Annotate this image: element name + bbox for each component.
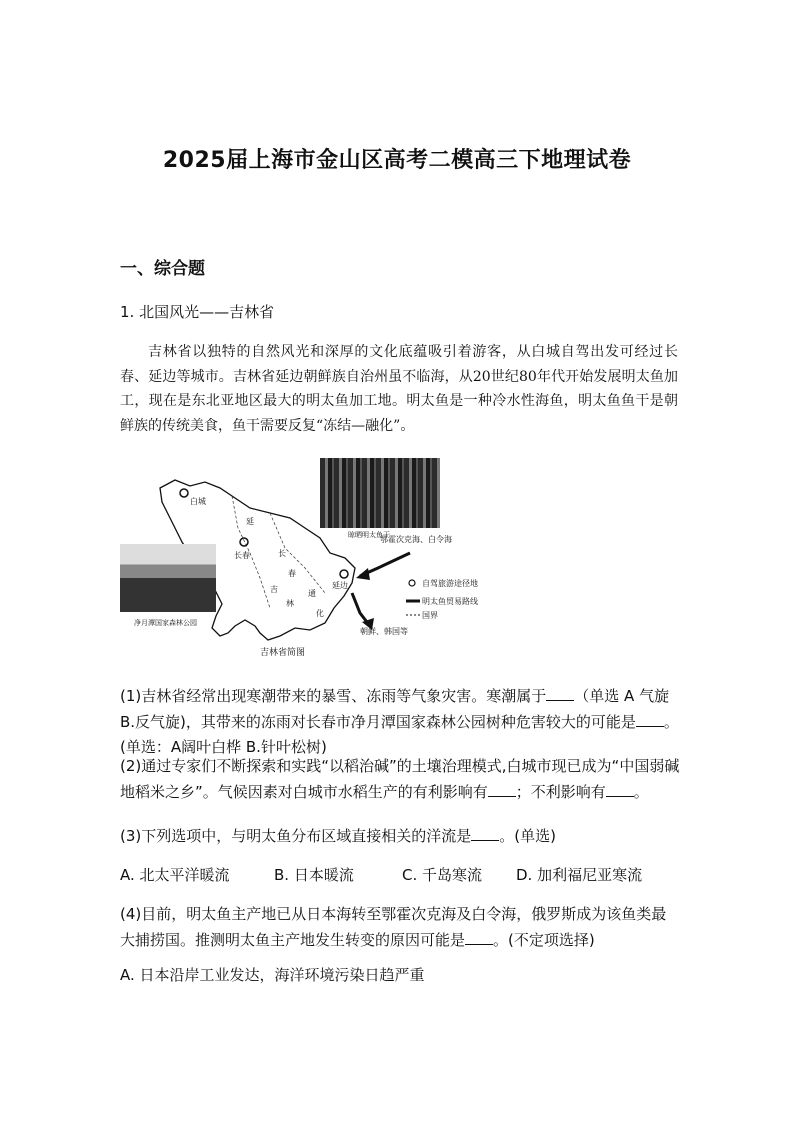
sub-question-4-option-a[interactable]: A. 日本沿岸工业发达，海洋环境污染日趋严重 [120, 966, 425, 984]
sub-question-1-text-b: （单选 A 气旋 B.反气旋)，其带来的冻雨对长春市净月潭国家森林公园树种危害较大的可能是 [120, 687, 670, 731]
section-heading: 一、综合题 [120, 259, 205, 279]
photo-fish-caption: 晾晒明太鱼干 [348, 531, 390, 539]
label-changchun: 长春 [234, 551, 250, 560]
answer-blank-1b[interactable] [636, 712, 664, 727]
city-mark: 长 [278, 549, 286, 558]
jilin-map-figure [120, 458, 500, 658]
city-mark: 春 [288, 569, 296, 578]
pin-yanbian [340, 570, 348, 578]
option-c[interactable]: C. 千岛寒流 [402, 866, 483, 884]
sub-question-3-options [120, 864, 642, 885]
answer-blank-3[interactable] [471, 826, 499, 841]
sub-question-2-text-b: ；不利影响有 [515, 782, 606, 801]
answer-blank-4[interactable] [465, 930, 493, 945]
sub-question-2 [120, 754, 680, 805]
label-yanbian: 延边 [332, 581, 348, 590]
photo-lake-caption: 净月潭国家森林公园 [134, 619, 197, 627]
pin-baicheng [180, 489, 188, 497]
city-mark: 通 [308, 589, 316, 598]
answer-blank-1a[interactable] [546, 686, 574, 701]
city-mark: 化 [316, 609, 324, 618]
sub-question-1-text-a: (1)吉林省经常出现寒潮带来的暴雪、冻雨等气象灾害。寒潮属于 [120, 687, 547, 705]
legend-border: 国界 [422, 611, 438, 620]
answer-blank-2b[interactable] [606, 782, 634, 797]
city-mark: 吉 [270, 585, 278, 594]
sub-question-3 [120, 824, 680, 850]
sub-question-4-text-a: (4)目前，明太鱼主产地已从日本海转至鄂霍次克海及白令海，俄罗斯成为该鱼类最大捕捞国。推测明太鱼主产地发生转变的原因可能是 [120, 905, 667, 949]
photo-fish-drying [320, 458, 440, 528]
sub-question-3-text-b: 。(单选) [499, 827, 556, 845]
sub-question-4-text-b: 。(不定项选择) [493, 930, 595, 949]
sub-question-4 [120, 902, 680, 953]
map-caption: 吉林省简图 [260, 648, 306, 658]
sub-question-2-text-c: 。 [633, 782, 649, 801]
document-title: 2025届上海市金山区高考二模高三下地理试卷 [162, 148, 632, 173]
pin-changchun [240, 538, 248, 546]
sea-label: 鄂霍次克海、白令海 [380, 535, 452, 544]
answer-blank-2a[interactable] [488, 782, 516, 797]
sub-question-3-text-a: (3)下列选项中，与明太鱼分布区域直接相关的洋流是 [120, 827, 472, 845]
intro-paragraph [120, 340, 678, 438]
label-baicheng: 白城 [190, 497, 206, 506]
option-d[interactable]: D. 加利福尼亚寒流 [516, 866, 643, 884]
legend-trade: 明太鱼贸易路线 [422, 597, 478, 606]
legend-attraction: 自驾旅游途径地 [422, 579, 478, 588]
option-b[interactable]: B. 日本暖流 [274, 866, 354, 884]
sub-question-1 [120, 684, 680, 761]
sub-question-1-text-c: 。(单选：A阔叶白桦 B.针叶松树) [120, 712, 679, 756]
option-a[interactable]: A. 北太平洋暖流 [120, 866, 230, 884]
legend-pin-icon [409, 580, 415, 586]
korea-label: 朝鲜、韩国等 [360, 627, 408, 636]
photo-lake [120, 544, 216, 612]
intro-text: 吉林省以独特的自然风光和深厚的文化底蕴吸引着游客，从白城自驾出发可经过长春、延边等城市。吉林省延边朝鲜族自治州虽不临海，从20世纪80年代开始发展明太鱼加工，现在是东北亚地区最大的明太鱼加工地。明太鱼是一种冷水性海鱼，明太鱼鱼干是朝鲜族的传统美食，鱼干需要反复“冻结—融化”。 [120, 344, 678, 434]
city-mark: 延 [246, 517, 254, 526]
sub-question-2-text-a: (2)通过专家们不断探索和实践“以稻治碱”的土壤治理模式,白城市现已成为“中国弱碱地稻米之乡”。气候因素对白城市水稻生产的有利影响有 [120, 757, 680, 801]
question-1-heading: 1. 北国风光——吉林省 [120, 303, 275, 321]
city-mark: 林 [286, 599, 294, 608]
